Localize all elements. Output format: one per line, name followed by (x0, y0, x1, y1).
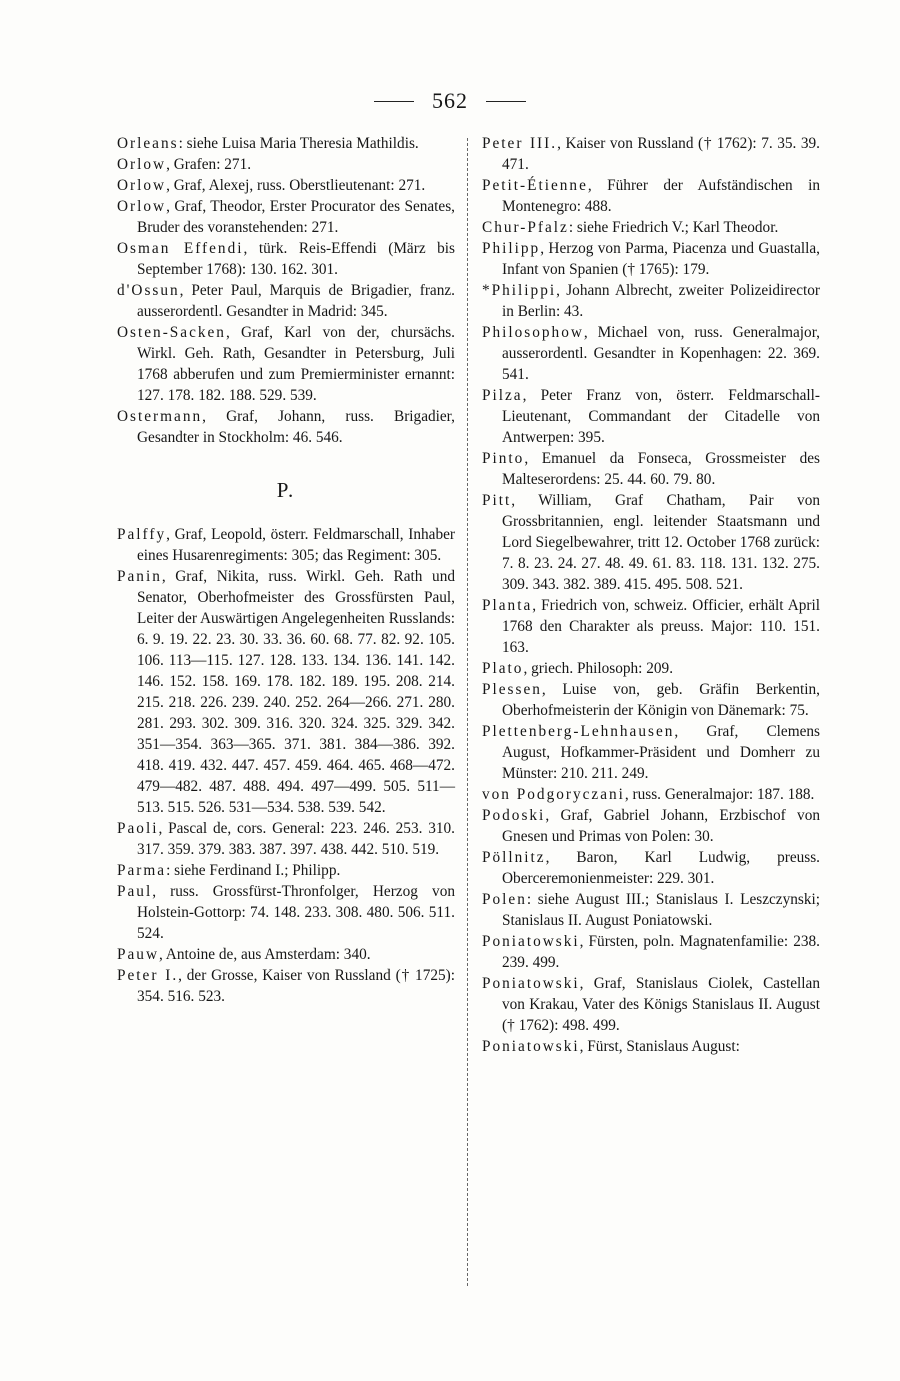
entry-text: , Kaiser von Russland († 1762): 7. 35. 39. 471. (502, 135, 820, 173)
entry-name: Osten-Sacken (117, 324, 226, 341)
entry-name: Philosophow (482, 324, 584, 341)
entry-text: , Graf, Karl von der, chursächs. Wirkl. Geh. Rath, Gesandter in Petersburg, Juli 1768 abberufen und zum Premierminister ernannt: 127. 178. 182. 188. 529. 539. (137, 324, 455, 404)
index-entry (117, 860, 455, 881)
index-entry (482, 679, 820, 721)
index-entry (117, 133, 455, 154)
header-rule-right (486, 101, 526, 102)
entry-text: , der Grosse, Kaiser von Russland († 1725): 354. 516. 523. (137, 967, 455, 1005)
entry-text: , Peter Franz von, österr. Feldmarschall-Lieutenant, Commandant der Citadelle von Antwerpen: 395. (502, 387, 820, 446)
index-entry (117, 818, 455, 860)
entry-text: : siehe August III.; Stanislaus I. Leszczynski; Stanislaus II. August Poniatowski. (502, 891, 820, 929)
entry-text: , Peter Paul, Marquis de Brigadier, franz. ausserordentl. Gesandter in Madrid: 345. (137, 282, 455, 320)
index-entry (482, 847, 820, 889)
index-entry (482, 595, 820, 658)
entry-text: , Graf, Gabriel Johann, Erzbischof von Gnesen und Primas von Polen: 30. (502, 807, 820, 845)
index-entry (482, 889, 820, 931)
entry-name: Osman Effendi (117, 240, 244, 257)
index-entry (482, 490, 820, 595)
entry-text: , Führer der Aufständischen in Montenegro: 488. (502, 177, 820, 215)
left-column (117, 133, 455, 1007)
index-entry (117, 944, 455, 965)
entry-name: Podoski (482, 807, 546, 824)
entry-name: Orlow (117, 156, 167, 173)
entry-name: Paoli (117, 820, 159, 837)
entry-text: , Graf, Clemens August, Hofkammer-Präsident und Domherr zu Münster: 210. 211. 249. (502, 723, 820, 782)
entry-name: Planta (482, 597, 533, 614)
entry-name: Peter III. (482, 135, 558, 152)
index-entry (482, 658, 820, 679)
entry-name: Pitt (482, 492, 512, 509)
header-rule-left (374, 101, 414, 102)
index-entry (482, 973, 820, 1036)
entry-text: , Graf, Johann, russ. Brigadier, Gesandter in Stockholm: 46. 546. (137, 408, 455, 446)
index-entry (482, 217, 820, 238)
entry-text: , Baron, Karl Ludwig, preuss. Oberceremonienmeister: 229. 301. (502, 849, 820, 887)
index-entry (482, 238, 820, 280)
index-entry (482, 1036, 820, 1057)
entry-name: Poniatowski (482, 933, 580, 950)
entry-text: , Antoine de, aus Amsterdam: 340. (159, 946, 371, 963)
entry-text: , Graf, Nikita, russ. Wirkl. Geh. Rath und Senator, Oberhofmeister des Grossfürsten Paul, Leiter der Auswärtigen Angelegenheiten Russlands: 6. 9. 19. 22. 23. 30. 33. 36. 60. 68. 77. 82. 92. 105. 106. 113—115. 127. 128. 133. 134. 136. 141. 142. 146. 152. 158. 169. 178. 182. 189. 195. 208. 214. 215. 218. 226. 239. 240. 252. 264—266. 271. 280. 281. 293. 302. 309. 316. 320. 324. 325. 329. 342. 351—354. 363—365. 371. 381. 384—386. 392. 418. 419. 432. 447. 457. 459. 464. 465. 468—472. 479—482. 487. 488. 494. 497—499. 505. 511—513. 515. 526. 531—534. 538. 539. 542. (137, 568, 455, 816)
entry-text: : siehe Luisa Maria Theresia Mathildis. (178, 135, 419, 152)
entry-text: , griech. Philosoph: 209. (523, 660, 674, 677)
entry-text: , Pascal de, cors. General: 223. 246. 253. 310. 317. 359. 379. 383. 387. 397. 438. 442. 510. 519. (137, 820, 455, 858)
right-column (482, 133, 820, 1057)
index-entry (117, 175, 455, 196)
index-entry (482, 805, 820, 847)
entry-text: , russ. Grossfürst-Thronfolger, Herzog von Holstein-Gottorp: 74. 148. 233. 308. 480. 506. 511. 524. (137, 883, 455, 942)
entry-name: Ostermann (117, 408, 203, 425)
entry-name: Palffy (117, 526, 167, 543)
index-entry (117, 238, 455, 280)
entry-name: von Podgoryczani (482, 786, 625, 803)
index-entry (482, 784, 820, 805)
entry-name: Chur-Pfalz (482, 219, 569, 236)
entry-text: , Graf, Stanislaus Ciolek, Castellan von Krakau, Vater des Königs Stanislaus II. August († 1762): 498. 499. (502, 975, 820, 1034)
entry-text: , Michael von, russ. Generalmajor, ausserordentl. Gesandter in Kopenhagen: 22. 369. 541. (502, 324, 820, 383)
entry-text: , Johann Albrecht, zweiter Polizeidirector in Berlin: 43. (502, 282, 820, 320)
entry-text: , Friedrich von, schweiz. Officier, erhält April 1768 den Charakter als preuss. Major: 110. 151. 163. (502, 597, 820, 656)
entry-name: Orlow (117, 198, 167, 215)
entry-text: : siehe Friedrich V.; Karl Theodor. (568, 219, 779, 236)
entry-name: Parma (117, 862, 167, 879)
index-entry (482, 385, 820, 448)
entry-name: Orlow (117, 177, 167, 194)
entry-name: Petit-Étienne (482, 177, 588, 194)
entry-text: , Emanuel da Fonseca, Grossmeister des Malteserordens: 25. 44. 60. 79. 80. (502, 450, 820, 488)
entry-name: Pinto (482, 450, 525, 467)
index-entry (117, 881, 455, 944)
entry-name: Pilza (482, 387, 523, 404)
entry-text: , türk. Reis-Effendi (März bis September 1768): 130. 162. 301. (137, 240, 455, 278)
entry-name: Poniatowski (482, 975, 580, 992)
index-entry (482, 448, 820, 490)
entry-text: , Herzog von Parma, Piacenza und Guastalla, Infant von Spanien († 1765): 179. (502, 240, 820, 278)
left-entries-before (117, 133, 455, 448)
entry-text: , russ. Generalmajor: 187. 188. (624, 786, 815, 803)
index-entry (482, 322, 820, 385)
entry-name: *Philippi (482, 282, 557, 299)
left-entries-after (117, 524, 455, 1007)
section-letter-heading: P. (276, 478, 296, 502)
index-entry (482, 931, 820, 973)
index-entry (117, 196, 455, 238)
right-entries (482, 133, 820, 1057)
index-entry (482, 280, 820, 322)
index-entry (117, 566, 455, 818)
index-entry (482, 721, 820, 784)
entry-name: Paul (117, 883, 153, 900)
entry-name: Philipp (482, 240, 541, 257)
entry-text: , Grafen: 271. (166, 156, 252, 173)
entry-text: : siehe Ferdinand I.; Philipp. (166, 862, 341, 879)
index-entry (482, 175, 820, 217)
entry-name: Pöllnitz (482, 849, 546, 866)
entry-name: Peter I. (117, 967, 179, 984)
index-entry (482, 133, 820, 175)
entry-text: , Fürst, Stanislaus August: (579, 1038, 740, 1055)
index-entry (117, 280, 455, 322)
page-number: 562 (432, 88, 468, 113)
entry-text: , William, Graf Chatham, Pair von Grossbritannien, engl. leitender Staatsmann und Lord Siegelbewahrer, tritt 12. October 1768 zurück: 7. 8. 23. 24. 27. 48. 49. 61. 83. 118. 131. 132. 275. 309. 343. 382. 389. 415. 495. 508. 521. (502, 492, 820, 593)
entry-text: , Fürsten, poln. Magnatenfamilie: 238. 239. 499. (502, 933, 820, 971)
entry-name: Plessen (482, 681, 542, 698)
entry-name: Poniatowski (482, 1038, 580, 1055)
entry-name: Panin (117, 568, 162, 585)
entry-name: Polen (482, 891, 527, 908)
entry-name: Orleans (117, 135, 179, 152)
column-divider (467, 138, 468, 1286)
index-entry (117, 406, 455, 448)
index-entry (117, 154, 455, 175)
index-entry (117, 965, 455, 1007)
entry-text: , Graf, Alexej, russ. Oberstlieutenant: 271. (166, 177, 426, 194)
entry-name: Pauw (117, 946, 159, 963)
entry-name: Plato (482, 660, 524, 677)
index-entry (117, 524, 455, 566)
index-entry (117, 322, 455, 406)
entry-text: , Luise von, geb. Gräfin Berkentin, Oberhofmeisterin der Königin von Dänemark: 75. (502, 681, 820, 719)
entry-text: , Graf, Theodor, Erster Procurator des Senates, Bruder des voranstehenden: 271. (137, 198, 455, 236)
entry-text: , Graf, Leopold, österr. Feldmarschall, Inhaber eines Husarenregiments: 305; das Regiment: 305. (137, 526, 455, 564)
entry-name: Plettenberg-Lehnhausen (482, 723, 675, 740)
entry-name: d'Ossun (117, 282, 180, 299)
page-header (0, 86, 900, 116)
